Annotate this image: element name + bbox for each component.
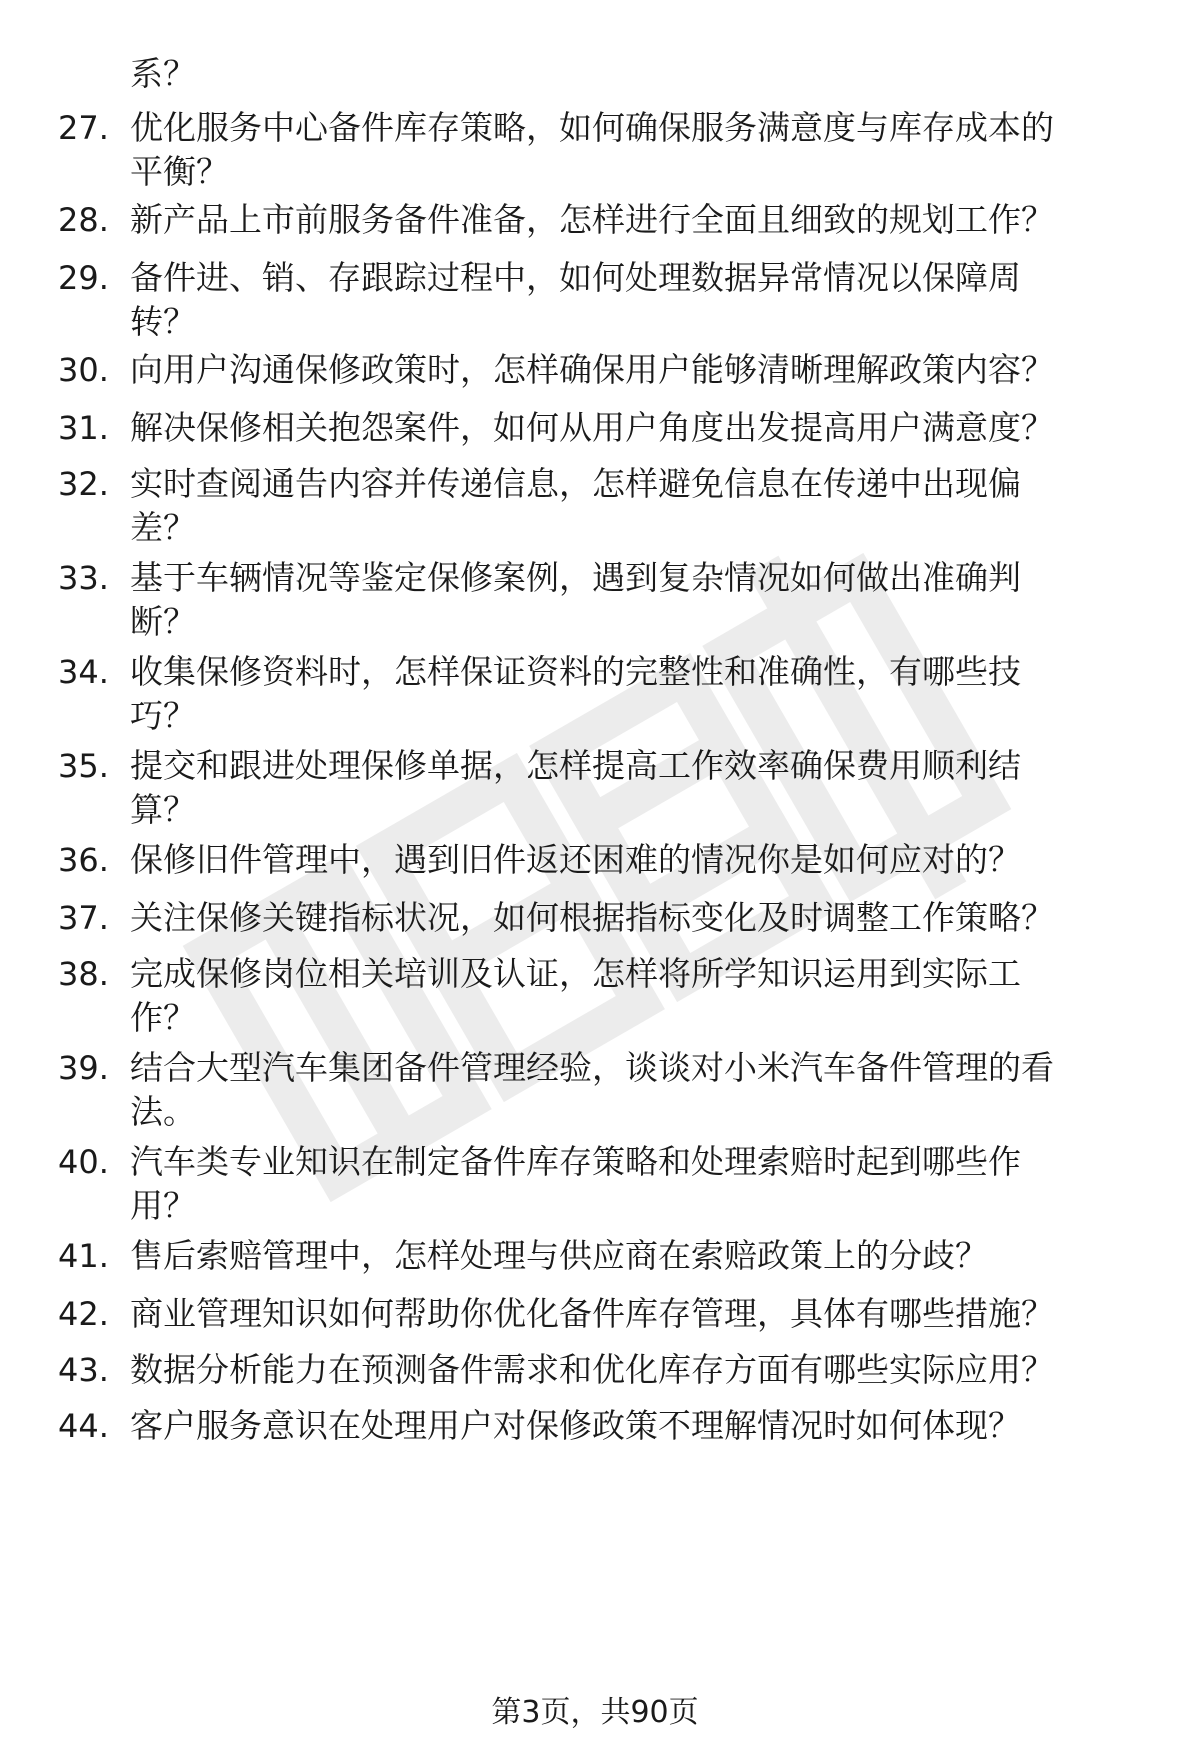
question-text-line: 向用户沟通保修政策时，怎样确保用户能够清晰理解政策内容？ bbox=[130, 350, 1054, 389]
question-number: 39. bbox=[58, 1049, 109, 1087]
question-number: 40. bbox=[58, 1143, 109, 1181]
question-text-line: 平衡？ bbox=[130, 152, 229, 191]
question-text bbox=[130, 348, 1150, 392]
question-text-line: 售后索赔管理中，怎样处理与供应商在索赔政策上的分歧？ bbox=[130, 1236, 988, 1275]
question-text-line: 解决保修相关抱怨案件，如何从用户角度出发提高用户满意度？ bbox=[130, 408, 1054, 447]
question-text bbox=[130, 1348, 1150, 1392]
question-text bbox=[130, 896, 1150, 940]
question-number: 29. bbox=[58, 259, 109, 297]
page-footer: 第3页，共90页 bbox=[491, 1695, 699, 1730]
question-text bbox=[130, 462, 1150, 550]
question-text bbox=[130, 1046, 1150, 1134]
question-text-line: 结合大型汽车集团备件管理经验，谈谈对小米汽车备件管理的看 bbox=[130, 1048, 1054, 1087]
question-number: 37. bbox=[58, 899, 109, 937]
question-text-line: 提交和跟进处理保修单据，怎样提高工作效率确保费用顺利结 bbox=[130, 746, 1021, 785]
question-text-line: 基于车辆情况等鉴定保修案例，遇到复杂情况如何做出准确判 bbox=[130, 558, 1021, 597]
question-text bbox=[130, 406, 1150, 450]
question-text-line: 法。 bbox=[130, 1092, 196, 1131]
question-number: 34. bbox=[58, 653, 109, 691]
question-text-line: 汽车类专业知识在制定备件库存策略和处理索赔时起到哪些作 bbox=[130, 1142, 1021, 1181]
question-text-line: 用？ bbox=[130, 1186, 196, 1225]
question-text bbox=[130, 744, 1150, 832]
question-text bbox=[130, 1234, 1150, 1278]
question-text bbox=[130, 838, 1150, 882]
question-text-line: 巧？ bbox=[130, 696, 196, 735]
question-text bbox=[130, 1292, 1150, 1336]
question-text bbox=[130, 952, 1150, 1040]
question-text-line: 算？ bbox=[130, 790, 196, 829]
continuation-text: 系？ bbox=[130, 54, 196, 93]
question-text-line: 转？ bbox=[130, 302, 196, 341]
question-text-line: 差？ bbox=[130, 508, 196, 547]
question-text bbox=[130, 198, 1150, 242]
question-text-line: 商业管理知识如何帮助你优化备件库存管理，具体有哪些措施？ bbox=[130, 1294, 1054, 1333]
question-text bbox=[130, 1404, 1150, 1448]
question-text bbox=[130, 650, 1150, 738]
question-text bbox=[130, 556, 1150, 644]
question-number: 30. bbox=[58, 351, 109, 389]
question-number: 42. bbox=[58, 1295, 109, 1333]
question-text-line: 完成保修岗位相关培训及认证，怎样将所学知识运用到实际工 bbox=[130, 954, 1021, 993]
question-text bbox=[130, 106, 1150, 194]
question-text-line: 备件进、销、存跟踪过程中，如何处理数据异常情况以保障周 bbox=[130, 258, 1021, 297]
question-number: 32. bbox=[58, 465, 109, 503]
question-text-line: 优化服务中心备件库存策略，如何确保服务满意度与库存成本的 bbox=[130, 108, 1054, 147]
question-number: 31. bbox=[58, 409, 109, 447]
question-text-line: 断？ bbox=[130, 602, 196, 641]
question-text-line: 作？ bbox=[130, 998, 196, 1037]
question-number: 36. bbox=[58, 841, 109, 879]
question-number: 44. bbox=[58, 1407, 109, 1445]
question-text-line: 数据分析能力在预测备件需求和优化库存方面有哪些实际应用？ bbox=[130, 1350, 1054, 1389]
question-number: 28. bbox=[58, 201, 109, 239]
question-text-line: 实时查阅通告内容并传递信息，怎样避免信息在传递中出现偏 bbox=[130, 464, 1021, 503]
question-text-line: 收集保修资料时，怎样保证资料的完整性和准确性，有哪些技 bbox=[130, 652, 1021, 691]
question-text bbox=[130, 1140, 1150, 1228]
question-number: 43. bbox=[58, 1351, 109, 1389]
question-number: 35. bbox=[58, 747, 109, 785]
question-number: 27. bbox=[58, 109, 109, 147]
question-text bbox=[130, 256, 1150, 344]
question-text-line: 关注保修关键指标状况，如何根据指标变化及时调整工作策略？ bbox=[130, 898, 1054, 937]
question-number: 38. bbox=[58, 955, 109, 993]
question-text-line: 客户服务意识在处理用户对保修政策不理解情况时如何体现？ bbox=[130, 1406, 1021, 1445]
question-number: 41. bbox=[58, 1237, 109, 1275]
question-text-line: 保修旧件管理中，遇到旧件返还困难的情况你是如何应对的？ bbox=[130, 840, 1021, 879]
question-number: 33. bbox=[58, 559, 109, 597]
question-text-line: 新产品上市前服务备件准备，怎样进行全面且细致的规划工作？ bbox=[130, 200, 1054, 239]
